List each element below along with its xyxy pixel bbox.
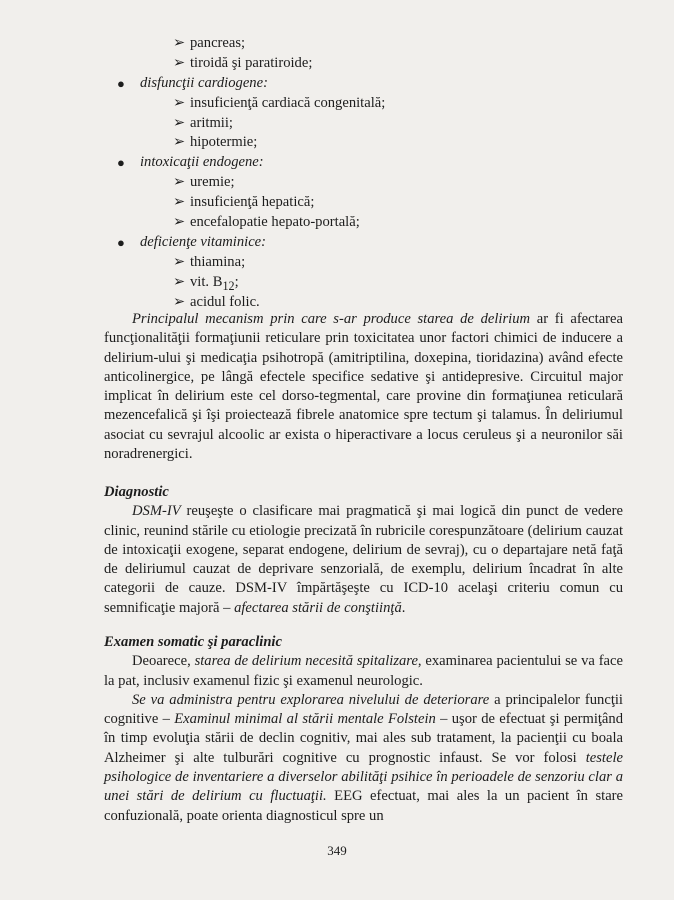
page-number: 349 xyxy=(327,843,347,858)
exam-section xyxy=(104,633,623,826)
exam-heading: Examen somatic şi paraclinic xyxy=(104,634,282,650)
list-item: ➢ uremie; xyxy=(0,173,674,193)
list-item: ➢ tiroidă şi paratiroide; xyxy=(0,54,674,74)
list-category: ● intoxicaţii endogene: xyxy=(0,153,674,173)
list-item: ➢ vit. $B_{12}$; xyxy=(173,273,239,293)
arrow-bullet-icon: ➢ xyxy=(173,273,186,290)
list-category: ● disfuncţii cardiogene: xyxy=(0,74,674,94)
etiology-list xyxy=(0,34,674,312)
arrow-bullet-icon: ➢ xyxy=(173,293,186,310)
diagnostic-heading: Diagnostic xyxy=(104,484,169,500)
diagnostic-section xyxy=(104,483,623,618)
list-item: ➢ insuficienţă cardiacă congenitală; xyxy=(0,94,674,114)
round-bullet-icon: ● xyxy=(117,75,125,91)
arrow-bullet-icon: ➢ xyxy=(173,35,186,51)
list-item: ➢ pancreas; xyxy=(0,34,674,54)
arrow-bullet-icon: ➢ xyxy=(173,194,186,211)
arrow-bullet-icon: ➢ xyxy=(173,253,186,270)
mechanism-paragraph-block xyxy=(104,310,623,464)
arrow-bullet-icon: ➢ xyxy=(173,214,186,231)
diagnostic-paragraph: DSM-IV reuşeşte o clasificare mai pragmatică şi mai logică din punct de vedere clinic, reunind stările cu etiologie precizată în rubricile corespunzătoare (delirium cauzat de intoxicaţii exogene, separat endogene, delirium de sevraj), cu o departajare netă faţă de deliriumul cauzat de deprivare senzorială, de exemplu, delirium încadrat în alte categorii de cauze. DSM-IV împărtăşeşte cu ICD-10 acelaşi criteriu comun cu semnificaţie majoră – afectarea stării de conştiinţă. xyxy=(104,503,623,616)
list-item: ➢ insuficienţă hepatică; xyxy=(0,193,674,213)
list-item: ➢ aritmii; xyxy=(0,114,674,134)
exam-paragraph-1: Deoarece, starea de delirium necesită spitalizare, examinarea pacientului se va face la pat, inclusiv examenul fizic şi examenul neurologic. xyxy=(104,653,623,689)
list-item: ➢ thiamina; xyxy=(0,253,674,273)
list-item: ➢ encefalopatie hepato-portală; xyxy=(0,213,674,233)
exam-paragraph-2: Se va administra pentru explorarea nivelului de deteriorare a principalelor funcţii cognitive – Examinul minimal al stării mentale Folstein – uşor de efectuat şi permiţând în timp evoluţia stării de declin cognitiv, mai ales sub tratament, la pacienţii cu boala Alzheimer şi alte tulburări cognitive cu prognostic infaust. Se vor folosi testele psihologice de inventariere a diverselor abilităţi psihice în perioadele de senzoriu clar a unei stări de delirium cu fluctuaţii. EEG efectuat, mai ales la un pacient în stare confuzională, poate orienta diagnosticul spre un xyxy=(104,691,624,824)
arrow-bullet-icon: ➢ xyxy=(173,94,186,111)
arrow-bullet-icon: ➢ xyxy=(173,134,186,151)
mechanism-paragraph: Principalul mecanism prin care s-ar produce starea de delirium ar fi afectarea funcţionalităţii formaţiunii reticulare prin toxicitatea unor factori chimici de inducere a delirium-ului şi medicaţia psihotropă (amitriptilina, doxepina, tioridazina) având efecte anticolinergice, pe lângă efectele specifice sedative şi antidepresive. Circuitul major implicat în delirium este cel dorso-tegmental, care provine din formaţiunea reticulară mezencefalică şi îşi proiectează fibrele anatomice spre tectum şi talamus. În deliriumul asociat cu sevrajul alcoolic ar exista o hiperactivare a locus ceruleus şi a neuronilor săi noradrenergici. xyxy=(104,311,623,463)
arrow-bullet-icon: ➢ xyxy=(173,54,186,71)
round-bullet-icon: ● xyxy=(117,234,125,250)
arrow-bullet-icon: ➢ xyxy=(173,114,186,131)
list-item: ➢ acidul folic. xyxy=(0,293,674,313)
arrow-bullet-icon: ➢ xyxy=(173,174,186,191)
round-bullet-icon: ● xyxy=(117,155,125,171)
list-item: ➢ hipotermie; xyxy=(0,133,674,153)
list-category: ● deficienţe vitaminice: xyxy=(0,233,674,253)
